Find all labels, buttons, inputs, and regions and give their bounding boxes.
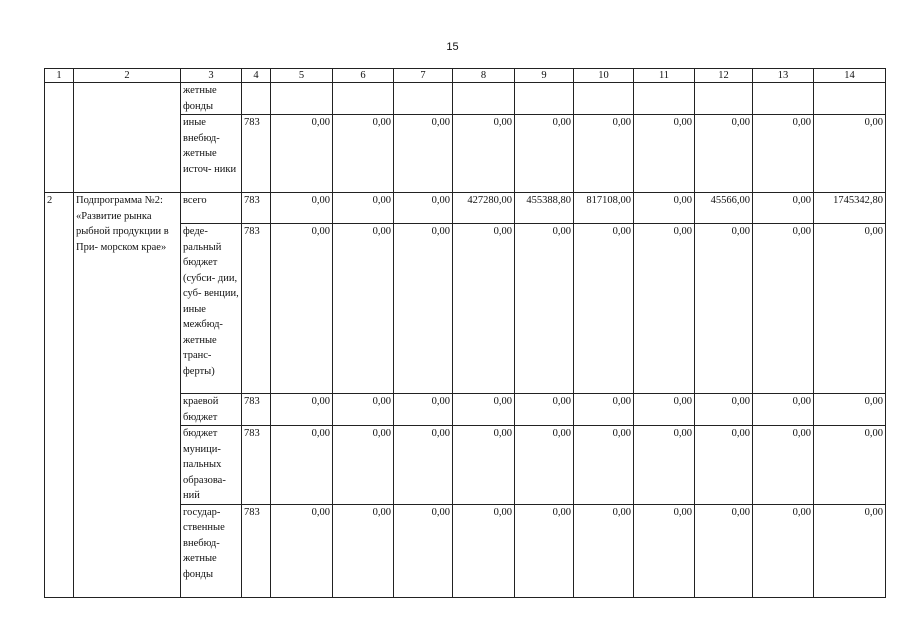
funding-source-cell: государ- ственные внебюд- жетные фонды [181,504,242,597]
column-header: 9 [515,69,574,83]
row-number-cell [45,83,74,193]
value-cell: 0,00 [394,504,453,597]
value-cell: 0,00 [271,115,333,193]
page-number: 15 [446,41,459,53]
value-cell: 0,00 [695,426,753,505]
value-cell: 0,00 [634,193,695,224]
column-number-row [45,69,886,83]
value-cell: 0,00 [753,394,814,426]
column-header: 1 [45,69,74,83]
value-cell [634,83,695,115]
value-cell: 0,00 [515,504,574,597]
value-cell: 0,00 [753,115,814,193]
code-cell: 783 [242,224,271,394]
value-cell: 0,00 [814,115,886,193]
value-cell: 0,00 [753,504,814,597]
value-cell: 0,00 [333,394,394,426]
value-cell: 0,00 [515,394,574,426]
value-cell: 0,00 [634,504,695,597]
value-cell: 0,00 [814,394,886,426]
value-cell: 0,00 [814,224,886,394]
budget-table [44,68,886,598]
value-cell: 0,00 [453,394,515,426]
column-header: 3 [181,69,242,83]
value-cell: 0,00 [753,224,814,394]
value-cell: 0,00 [695,115,753,193]
code-cell: 783 [242,426,271,505]
value-cell: 0,00 [574,224,634,394]
value-cell: 0,00 [333,193,394,224]
column-header: 13 [753,69,814,83]
value-cell: 0,00 [271,224,333,394]
value-cell [515,83,574,115]
subprogram-name-cell: Подпрограмма №2: «Развитие рынка рыбной продукции в При- морском крае» [74,193,181,598]
value-cell: 427280,00 [453,193,515,224]
value-cell [453,83,515,115]
funding-source-cell: жетные фонды [181,83,242,115]
value-cell [271,83,333,115]
value-cell: 0,00 [634,426,695,505]
value-cell: 0,00 [574,115,634,193]
funding-source-cell: всего [181,193,242,224]
value-cell: 0,00 [753,426,814,505]
value-cell: 0,00 [271,193,333,224]
value-cell [394,83,453,115]
column-header: 14 [814,69,886,83]
funding-source-cell: иные внебюд- жетные источ- ники [181,115,242,193]
code-cell [242,83,271,115]
column-header: 5 [271,69,333,83]
funding-source-cell: феде- ральный бюджет (субси- дии, суб- венции, иные межбюд- жетные транс- ферты) [181,224,242,394]
code-cell: 783 [242,394,271,426]
code-cell: 783 [242,504,271,597]
value-cell: 0,00 [394,224,453,394]
code-cell: 783 [242,115,271,193]
value-cell: 0,00 [453,224,515,394]
value-cell: 0,00 [453,426,515,505]
value-cell: 0,00 [271,394,333,426]
value-cell: 0,00 [394,426,453,505]
column-header: 7 [394,69,453,83]
funding-source-cell: краевой бюджет [181,394,242,426]
column-header: 6 [333,69,394,83]
column-header: 12 [695,69,753,83]
column-header: 11 [634,69,695,83]
value-cell: 0,00 [574,394,634,426]
value-cell: 0,00 [515,115,574,193]
value-cell: 0,00 [695,224,753,394]
value-cell: 0,00 [394,193,453,224]
value-cell: 0,00 [814,504,886,597]
value-cell: 0,00 [271,426,333,505]
value-cell: 0,00 [394,394,453,426]
table-row [45,193,886,224]
value-cell: 455388,80 [515,193,574,224]
value-cell [695,83,753,115]
value-cell: 0,00 [394,115,453,193]
value-cell: 0,00 [634,115,695,193]
column-header: 4 [242,69,271,83]
table-row [45,83,886,115]
value-cell: 0,00 [634,394,695,426]
value-cell: 0,00 [333,426,394,505]
value-cell: 0,00 [574,504,634,597]
column-header: 2 [74,69,181,83]
value-cell: 0,00 [333,224,394,394]
table-header [45,69,886,83]
value-cell: 0,00 [634,224,695,394]
value-cell: 45566,00 [695,193,753,224]
value-cell: 0,00 [453,504,515,597]
column-header: 10 [574,69,634,83]
column-header: 8 [453,69,515,83]
value-cell: 0,00 [753,193,814,224]
value-cell: 0,00 [453,115,515,193]
value-cell: 0,00 [271,504,333,597]
funding-source-cell: бюджет муници- пальных образова- ний [181,426,242,505]
row-number-cell: 2 [45,193,74,598]
value-cell [574,83,634,115]
value-cell: 0,00 [515,426,574,505]
value-cell [814,83,886,115]
value-cell [753,83,814,115]
code-cell: 783 [242,193,271,224]
value-cell: 0,00 [814,426,886,505]
subprogram-name-cell [74,83,181,193]
value-cell: 0,00 [333,115,394,193]
value-cell: 0,00 [695,504,753,597]
value-cell: 1745342,80 [814,193,886,224]
value-cell: 0,00 [695,394,753,426]
value-cell: 0,00 [574,426,634,505]
value-cell: 817108,00 [574,193,634,224]
value-cell: 0,00 [515,224,574,394]
value-cell [333,83,394,115]
value-cell: 0,00 [333,504,394,597]
